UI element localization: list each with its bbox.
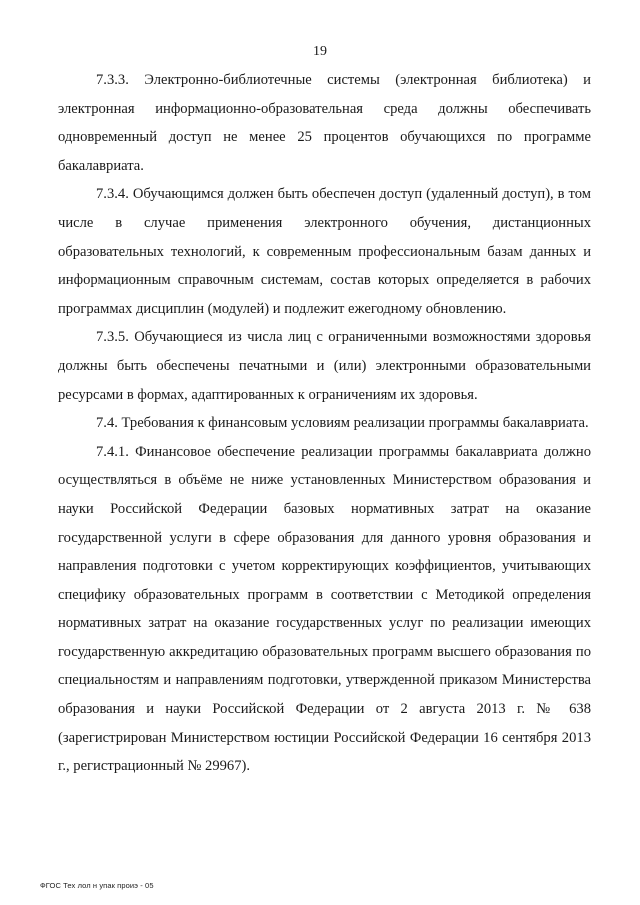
document-body bbox=[58, 66, 591, 781]
page-footer: ФГОС Тех лол н упак проиэ - 05 bbox=[40, 881, 154, 890]
section-heading-7-4: 7.4. Требования к финансовым условиям реализации программы бакалавриата. bbox=[96, 415, 589, 432]
paragraph-7-3-5: 7.3.5. Обучающиеся из числа лиц с ограниченными возможностями здоровья должны быть обеспечены печатными и (или) электронными образовательными ресурсами в формах, адаптированных к ограничениям их здоровья. bbox=[58, 329, 591, 403]
paragraph-7-4-1: 7.4.1. Финансовое обеспечение реализации программы бакалавриата должно осуществляться в объёме не ниже установленных Министерством образования и науки Российской Федерации базовых нормативных затрат на оказание государственной услуги в сфере образования для данного уровня образования и направления подготовки с учетом корректирующих коэффициентов, учитывающих специфику образовательных программ в соответствии с Методикой определения нормативных затрат на оказание государственных услуг по реализации имеющих государственную аккредитацию образовательных программ высшего образования по специальностям и направлениям подготовки, утвержденной приказом Министерства образования и науки Российской Федерации от 2 августа 2013 г. № 638 (зарегистрирован Министерством юстиции Российской Федерации 16 сентября 2013 г., регистрационный № 29967). bbox=[58, 443, 591, 775]
paragraph-7-3-4: 7.3.4. Обучающимся должен быть обеспечен доступ (удаленный доступ), в том числе в случае применения электронного обучения, дистанционных образовательных технологий, к современным профессиональным базам данных и информационным справочным системам, состав которых определяется в рабочих программах дисциплин (модулей) и подлежит ежегодному обновлению. bbox=[58, 186, 591, 317]
paragraph-7-3-3: 7.3.3. Электронно-библиотечные системы (электронная библиотека) и электронная информационно-образовательная среда должны обеспечивать одновременный доступ не менее 25 процентов обучающихся по программе бакалавриата. bbox=[58, 72, 591, 174]
page-number: 19 bbox=[313, 44, 327, 59]
